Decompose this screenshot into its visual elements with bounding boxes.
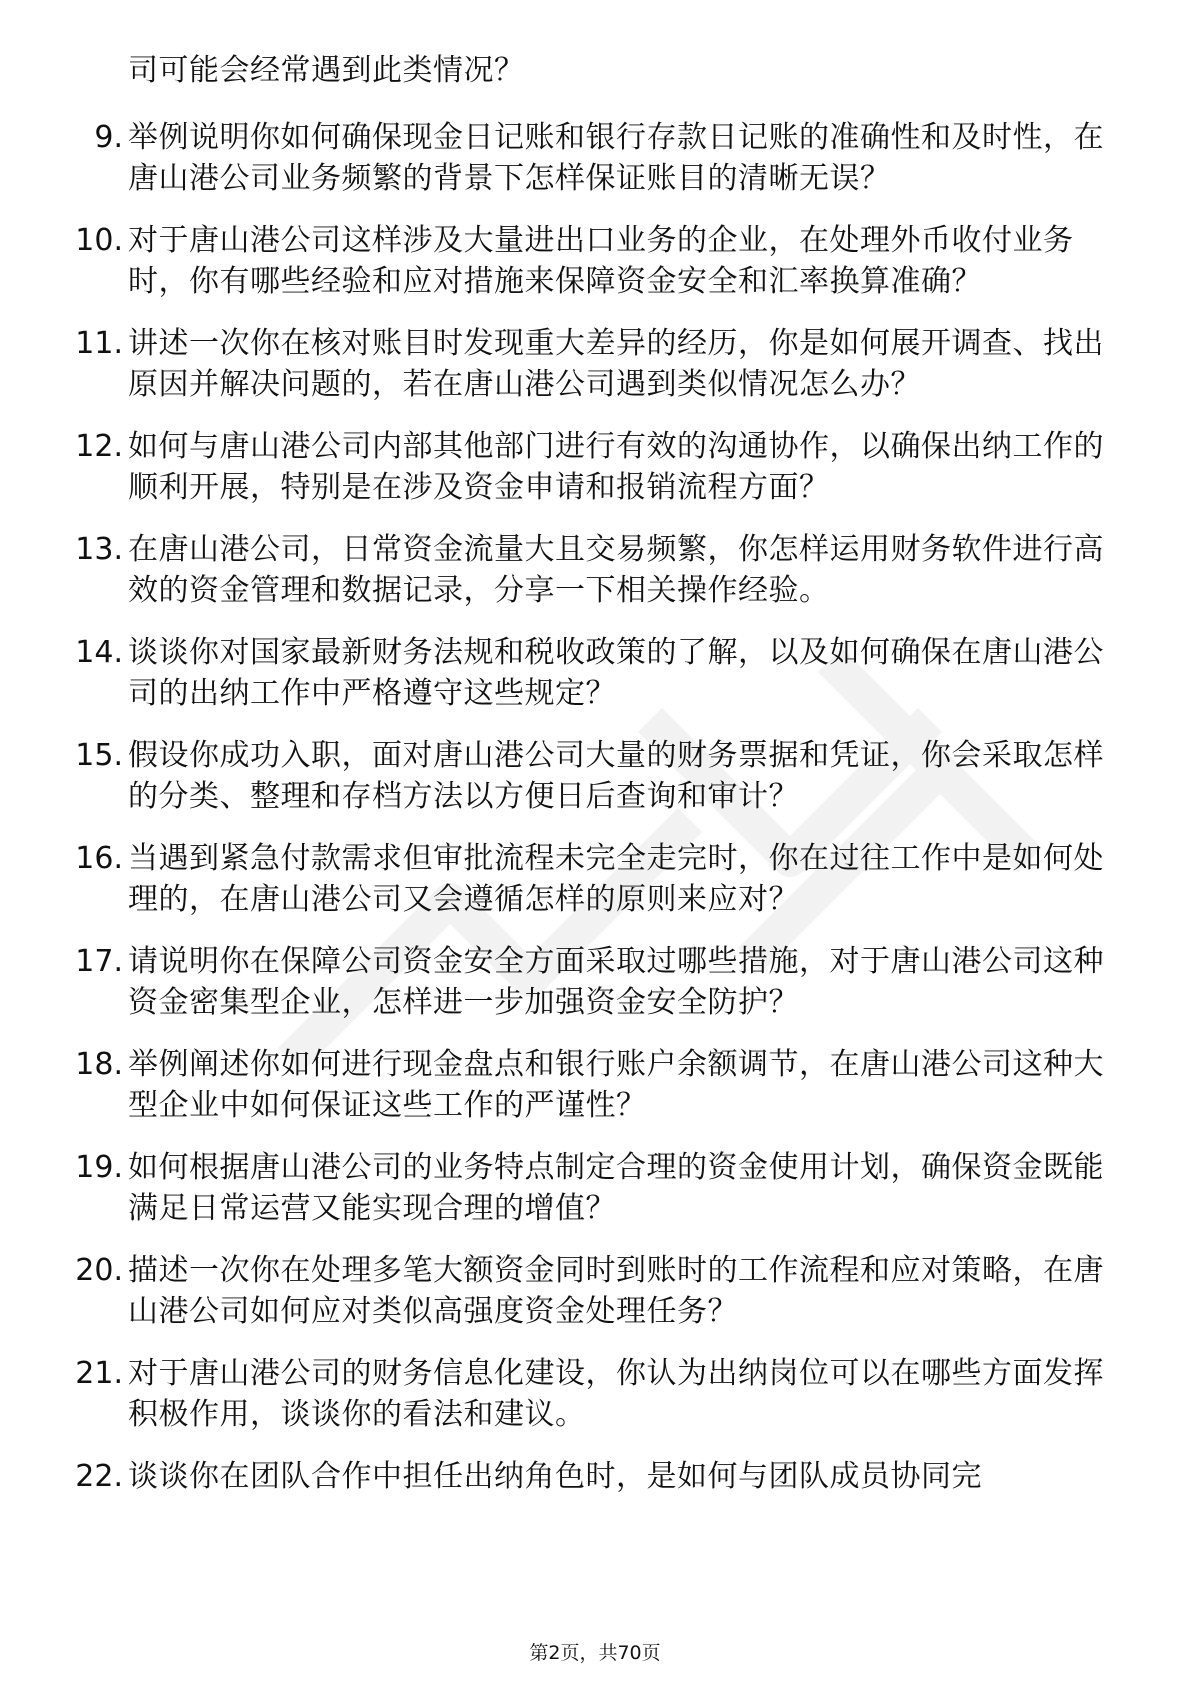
question-item xyxy=(0,1044,1190,1126)
question-item xyxy=(0,323,1190,405)
question-item xyxy=(0,117,1190,199)
question-text: 描述一次你在处理多笔大额资金同时到账时的工作流程和应对策略，在唐山港公司如何应对类似高强度资金处理任务？ xyxy=(128,1253,1104,1329)
page-footer: 第2页，共70页 xyxy=(529,1642,661,1664)
question-item xyxy=(0,941,1190,1023)
question-number: 19. xyxy=(75,1150,123,1185)
question-item xyxy=(0,1147,1190,1229)
question-text: 谈谈你在团队合作中担任出纳角色时，是如何与团队成员协同完 xyxy=(128,1459,982,1494)
question-text: 当遇到紧急付款需求但审批流程未完全走完时，你在过往工作中是如何处理的，在唐山港公司又会遵循怎样的原则来应对？ xyxy=(128,841,1104,917)
question-item xyxy=(0,1353,1190,1435)
question-item xyxy=(0,632,1190,714)
question-number: 18. xyxy=(75,1047,123,1082)
question-number: 12. xyxy=(75,429,123,464)
question-text: 举例说明你如何确保现金日记账和银行存款日记账的准确性和及时性，在唐山港公司业务频繁的背景下怎样保证账目的清晰无误？ xyxy=(128,120,1104,196)
question-item xyxy=(0,838,1190,920)
question-number: 20. xyxy=(75,1253,123,1288)
question-item xyxy=(0,1456,1190,1497)
question-number: 21. xyxy=(75,1356,123,1391)
question-number: 9. xyxy=(94,120,123,155)
question-text: 如何根据唐山港公司的业务特点制定合理的资金使用计划，确保资金既能满足日常运营又能实现合理的增值？ xyxy=(128,1150,1104,1226)
question-text: 如何与唐山港公司内部其他部门进行有效的沟通协作，以确保出纳工作的顺利开展，特别是在涉及资金申请和报销流程方面？ xyxy=(128,429,1104,505)
question-item xyxy=(0,220,1190,302)
question-text: 对于唐山港公司这样涉及大量进出口业务的企业，在处理外币收付业务时，你有哪些经验和应对措施来保障资金安全和汇率换算准确？ xyxy=(128,223,1074,299)
question-number: 22. xyxy=(75,1459,123,1494)
question-text: 对于唐山港公司的财务信息化建设，你认为出纳岗位可以在哪些方面发挥积极作用，谈谈你的看法和建议。 xyxy=(128,1356,1104,1432)
question-number: 13. xyxy=(75,532,123,567)
question-item xyxy=(0,529,1190,611)
question-number: 16. xyxy=(75,841,123,876)
question-item xyxy=(0,426,1190,508)
question-number: 14. xyxy=(75,635,123,670)
question-number: 17. xyxy=(75,944,123,979)
question-text: 请说明你在保障公司资金安全方面采取过哪些措施，对于唐山港公司这种资金密集型企业，怎样进一步加强资金安全防护？ xyxy=(128,944,1104,1020)
question-text: 讲述一次你在核对账目时发现重大差异的经历，你是如何展开调查、找出原因并解决问题的，若在唐山港公司遇到类似情况怎么办？ xyxy=(128,326,1104,402)
question-number: 10. xyxy=(75,223,123,258)
question-text: 举例阐述你如何进行现金盘点和银行账户余额调节，在唐山港公司这种大型企业中如何保证这些工作的严谨性？ xyxy=(128,1047,1104,1123)
question-item xyxy=(0,735,1190,817)
question-text: 在唐山港公司，日常资金流量大且交易频繁，你怎样运用财务软件进行高效的资金管理和数据记录，分享一下相关操作经验。 xyxy=(128,532,1104,608)
question-item xyxy=(0,1250,1190,1332)
question-number: 11. xyxy=(75,326,123,361)
question-text: 假设你成功入职，面对唐山港公司大量的财务票据和凭证，你会采取怎样的分类、整理和存档方法以方便日后查询和审计？ xyxy=(128,738,1104,814)
question-text: 谈谈你对国家最新财务法规和税收政策的了解，以及如何确保在唐山港公司的出纳工作中严格遵守这些规定？ xyxy=(128,635,1104,711)
continuation-text: 司可能会经常遇到此类情况？ xyxy=(128,53,525,88)
question-list xyxy=(0,117,1190,1518)
question-number: 15. xyxy=(75,738,123,773)
